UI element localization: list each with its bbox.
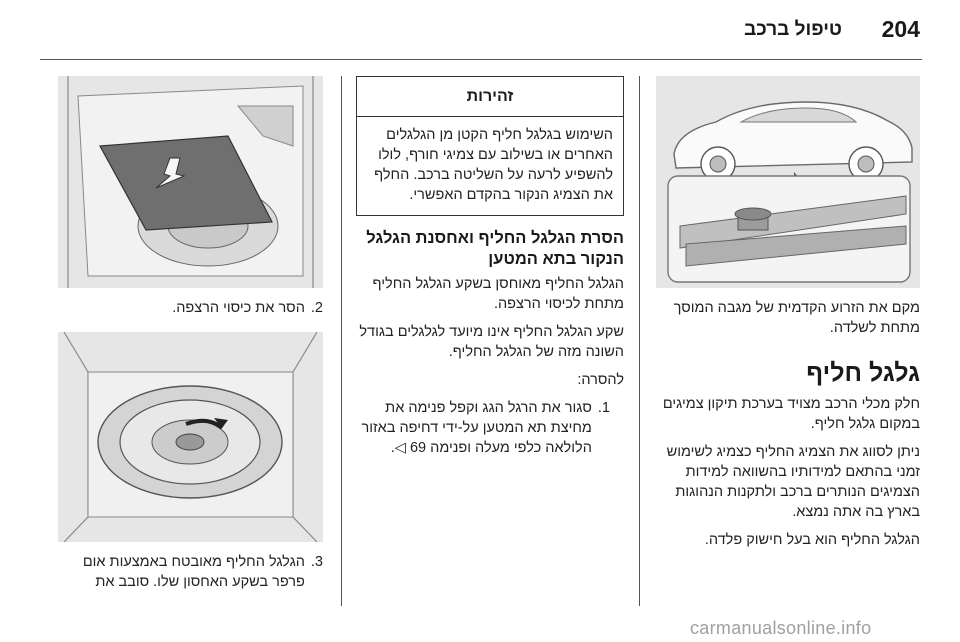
step-item (356, 398, 624, 458)
paragraph: חלק מכלי הרכב מצויד בערכת תיקון צמיגים במקום גלגל חליף. (662, 396, 920, 432)
warning-title: זהירות (357, 77, 623, 117)
figure-car-on-jack (656, 76, 920, 288)
figure-caption: מקם את הזרוע הקדמית של מגבה המוסך מתחת לשלדה. (673, 300, 920, 336)
figure-floor-cover (58, 76, 323, 288)
car-jack-illustration (656, 76, 920, 288)
step-item (58, 552, 323, 592)
watermark: carmanualsonline.info (690, 618, 872, 638)
paragraph: הגלגל החליף מאוחסן בשקע הגלגל החליף מתחת לכיסוי הרצפה. (372, 276, 624, 312)
figure-spare-wheel-well (58, 332, 323, 542)
step-item (58, 298, 323, 318)
paragraph: שקע הגלגל החליף אינו מיועד לגלגלים בגודל השונה מזה של הגלגל החליף. (359, 324, 624, 360)
middle-column (356, 76, 624, 458)
heading-spare-wheel: גלגל חליף (806, 359, 920, 387)
spare-wheel-illustration (58, 332, 323, 542)
page-header (40, 0, 922, 60)
paragraph: ניתן לסווג את הצמיג החליף כצמיג לשימוש זמני בהתאם למידותיו בהשוואה למידות הצמיגים הנותרים ברכב ולתקנות הנהוגות בארץ בה אתה נמצא. (666, 444, 920, 520)
removal-label: להסרה: (577, 372, 624, 388)
floor-cover-illustration (58, 76, 323, 288)
column-divider-left (341, 76, 342, 606)
step-number: 3. (310, 554, 323, 570)
right-column (656, 76, 920, 558)
warning-text: השימוש בגלגל חליף הקטן מן הגלגלים האחרים או בשילוב עם צמיגי חורף, לולו להשפיע לרעה על השליטה ברכב. החלף את הצמיג הנקור בהקדם האפשרי. (374, 127, 613, 203)
step-number: 1. (597, 400, 610, 416)
step-text: הגלגל החליף מאובטח באמצעות אום פרפר בשקע האחסון שלו. סובב את (82, 554, 305, 590)
warning-box (356, 76, 624, 216)
step-text: סגור את הרגל הגג וקפל פנימה את מחיצת תא המטען על-ידי דחיפה באזור הלולאה כלפי מעלה ופנימה 69 ◁. (361, 400, 592, 456)
step-text: הסר את כיסוי הרצפה. (172, 300, 305, 316)
column-divider-right (639, 76, 640, 606)
paragraph: הגלגל החליף הוא בעל חישוק פלדה. (704, 532, 920, 548)
heading-spare-wheel-removal: הסרת הגלגל החליף ואחסנת הגלגל הנקור בתא המטען (366, 229, 624, 268)
section-title: טיפול ברכב (744, 19, 842, 40)
page-number: 204 (881, 16, 920, 42)
step-number: 2. (310, 300, 323, 316)
left-column (58, 76, 323, 592)
